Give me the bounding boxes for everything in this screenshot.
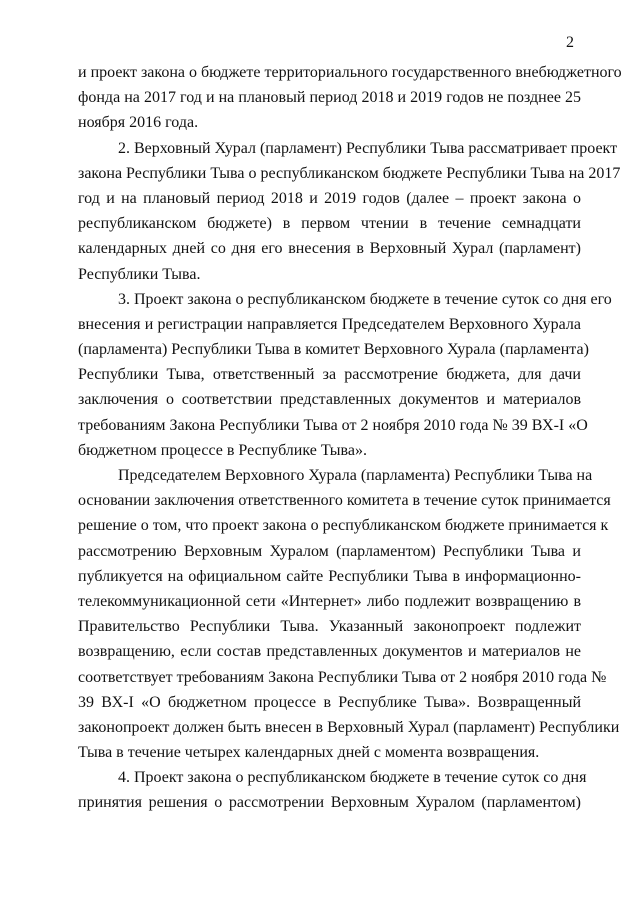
paragraph: [78, 463, 620, 765]
paragraph: [78, 287, 612, 463]
text-line: календарных дней со дня его внесения в Верховный Хурал (парламент): [78, 240, 581, 258]
text-line: Председателем Верховного Хурала (парламента) Республики Тыва на: [118, 467, 593, 484]
document-body: [78, 60, 622, 816]
text-line: ноября 2016 года.: [78, 114, 199, 132]
text-line: республиканском бюджете) в первом чтении в течение семнадцати: [78, 215, 581, 233]
text-line: требованиям Закона Республики Тыва от 2 ноября 2010 года № 39 ВХ-I «О: [78, 416, 588, 434]
text-line: Республики Тыва, ответственный за рассмотрение бюджета, для дачи: [78, 366, 581, 384]
text-line: 4. Проект закона о республиканском бюджете в течение суток со дня: [118, 769, 587, 787]
page-number: 2: [566, 34, 574, 51]
text-line: 39 ВХ-I «О бюджетном процессе в Республике Тыва». Возвращенный: [78, 693, 581, 711]
text-line: и проект закона о бюджете территориального государственного внебюджетного: [78, 64, 622, 81]
text-line: заключения о соответствии представленных документов и материалов: [78, 391, 581, 409]
paragraph: [78, 136, 621, 287]
text-line: публикуется на официальном сайте Республики Тыва в информационно-: [78, 567, 581, 585]
text-line: решение о том, что проект закона о республиканском бюджете принимается к: [78, 517, 609, 535]
paragraph: [78, 765, 587, 815]
text-line: (парламента) Республики Тыва в комитет Верховного Хурала (парламента): [78, 341, 589, 359]
text-line: основании заключения ответственного комитета в течение суток принимается: [78, 492, 611, 510]
text-line: Республики Тыва.: [78, 265, 201, 283]
text-line: соответствует требованиям Закона Республики Тыва от 2 ноября 2010 года №: [78, 668, 607, 686]
text-line: возвращению, если состав представленных документов и материалов не: [78, 643, 581, 661]
text-line: телекоммуникационной сети «Интернет» либо подлежит возвращению в: [78, 592, 581, 610]
text-line: Правительство Республики Тыва. Указанный законопроект подлежит: [78, 618, 581, 636]
text-line: законопроект должен быть внесен в Верховный Хурал (парламент) Республики: [78, 718, 620, 736]
text-line: бюджетном процессе в Республике Тыва».: [78, 441, 367, 459]
text-line: фонда на 2017 год и на плановый период 2018 и 2019 годов не позднее 25: [78, 89, 581, 107]
text-line: принятия решения о рассмотрении Верховным Хуралом (парламентом): [78, 794, 581, 812]
text-line: год и на плановый период 2018 и 2019 годов (далее – проект закона о: [78, 189, 581, 207]
text-line: 3. Проект закона о республиканском бюджете в течение суток со дня его: [118, 290, 612, 308]
text-line: рассмотрению Верховным Хуралом (парламентом) Республики Тыва и: [78, 542, 581, 560]
paragraph: [78, 60, 622, 136]
text-line: закона Республики Тыва о республиканском бюджете Республики Тыва на 2017: [78, 164, 621, 182]
text-line: 2. Верховный Хурал (парламент) Республики Тыва рассматривает проект: [118, 139, 618, 157]
text-line: внесения и регистрации направляется Председателем Верховного Хурала: [78, 315, 581, 333]
text-line: Тыва в течение четырех календарных дней с момента возвращения.: [78, 744, 540, 762]
